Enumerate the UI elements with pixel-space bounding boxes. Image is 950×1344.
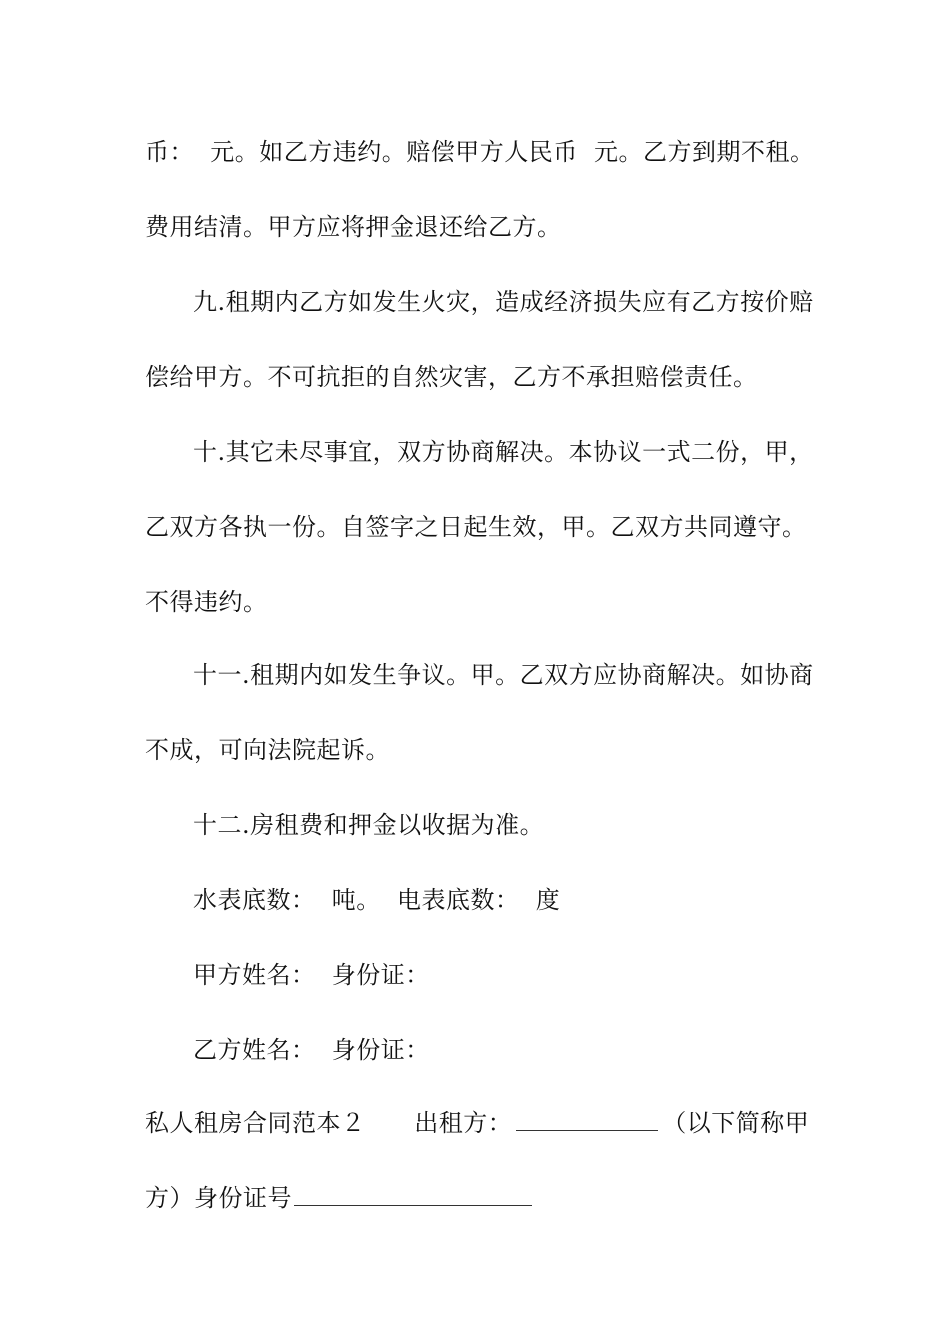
id-number-label: 方）身份证号	[145, 1184, 292, 1212]
clause-12: 十二.房租费和押金以收据为准。	[193, 811, 545, 839]
text-line: 不成，可向法院起诉。	[145, 736, 390, 764]
id-number-blank	[294, 1183, 532, 1206]
text-line: 偿给甲方。不可抗拒的自然灾害，乙方不承担赔偿责任。	[145, 363, 758, 391]
id-number-line	[145, 1183, 532, 1213]
text-line: 费用结清。甲方应将押金退还给乙方。	[145, 213, 562, 241]
contract2-title: 私人租房合同范本２	[145, 1109, 366, 1137]
clause-10: 十.其它未尽事宜，双方协商解决。本协议一式二份，甲，	[193, 438, 814, 466]
party-b-signature: 乙方姓名： 身份证：	[193, 1036, 430, 1064]
lessor-blank	[516, 1108, 658, 1131]
lessor-suffix: （以下简称甲	[662, 1109, 810, 1137]
lessor-label: 出租方：	[414, 1109, 513, 1137]
text-line: 不得违约。	[145, 588, 268, 616]
clause-11: 十一.租期内如发生争议。甲。乙双方应协商解决。如协商	[193, 661, 814, 689]
contract2-heading-line	[145, 1108, 809, 1138]
text-line: 乙双方各执一份。自签字之日起生效，甲。乙双方共同遵守。	[145, 513, 807, 541]
meter-readings: 水表底数： 吨。 电表底数： 度	[193, 886, 561, 914]
text-line: 币： 元。如乙方违约。赔偿甲方人民币 元。乙方到期不租。	[145, 138, 815, 166]
party-a-signature: 甲方姓名： 身份证：	[193, 961, 430, 989]
clause-9: 九.租期内乙方如发生火灾，造成经济损失应有乙方按价赔	[193, 288, 814, 316]
